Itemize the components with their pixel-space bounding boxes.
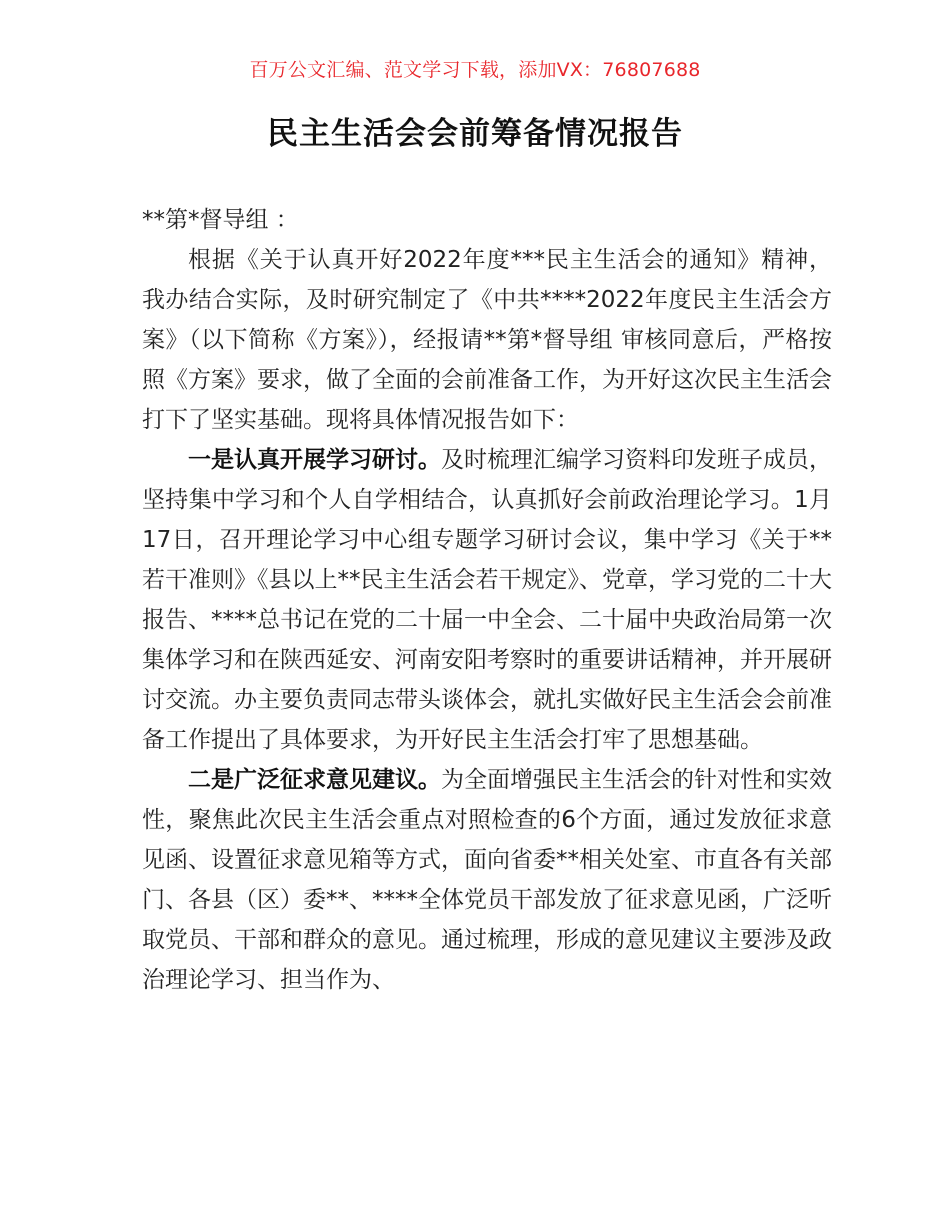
- paragraph-study: [142, 440, 832, 760]
- watermark-banner: 百万公文汇编、范文学习下载，添加VX：76807688: [249, 59, 701, 81]
- paragraph-lead: 二是广泛征求意见建议。: [188, 767, 441, 793]
- paragraph-opinions: [142, 760, 832, 1000]
- document-body: [142, 200, 832, 1000]
- paragraph-text: 根据《关于认真开好2022年度***民主生活会的通知》精神，我办结合实际，及时研究制定了《中共****2022年度民主生活会方案》（以下简称《方案》），经报请**第*督导组 审核同意后，严格按照《方案》要求，做了全面的会前准备工作，为开好这次民主生活会打下了坚实基础。现将具体情况报告如下：: [142, 247, 832, 433]
- page-title: 民主生活会会前筹备情况报告: [267, 116, 683, 152]
- salutation: **第*督导组 ：: [142, 207, 299, 233]
- paragraph-text: 为全面增强民主生活会的针对性和实效性，聚焦此次民主生活会重点对照检查的6个方面，通过发放征求意见函、设置征求意见箱等方式，面向省委**相关处室、市直各有关部门、各县（区）委**、****全体党员干部发放了征求意见函，广泛听取党员、干部和群众的意见。通过梳理，形成的意见建议主要涉及政治理论学习、担当作为、: [142, 767, 832, 993]
- paragraph-lead: 一是认真开展学习研讨。: [188, 447, 441, 473]
- paragraph-text: 及时梳理汇编学习资料印发班子成员，坚持集中学习和个人自学相结合，认真抓好会前政治理论学习。1月17日，召开理论学习中心组专题学习研讨会议，集中学习《关于**若干准则》《县以上**民主生活会若干规定》、党章，学习党的二十大报告、****总书记在党的二十届一中全会、二十届中央政治局第一次集体学习和在陕西延安、河南安阳考察时的重要讲话精神，并开展研讨交流。办主要负责同志带头谈体会，就扎实做好民主生活会会前准备工作提出了具体要求，为开好民主生活会打牢了思想基础。: [142, 447, 832, 753]
- paragraph-intro: [142, 240, 832, 440]
